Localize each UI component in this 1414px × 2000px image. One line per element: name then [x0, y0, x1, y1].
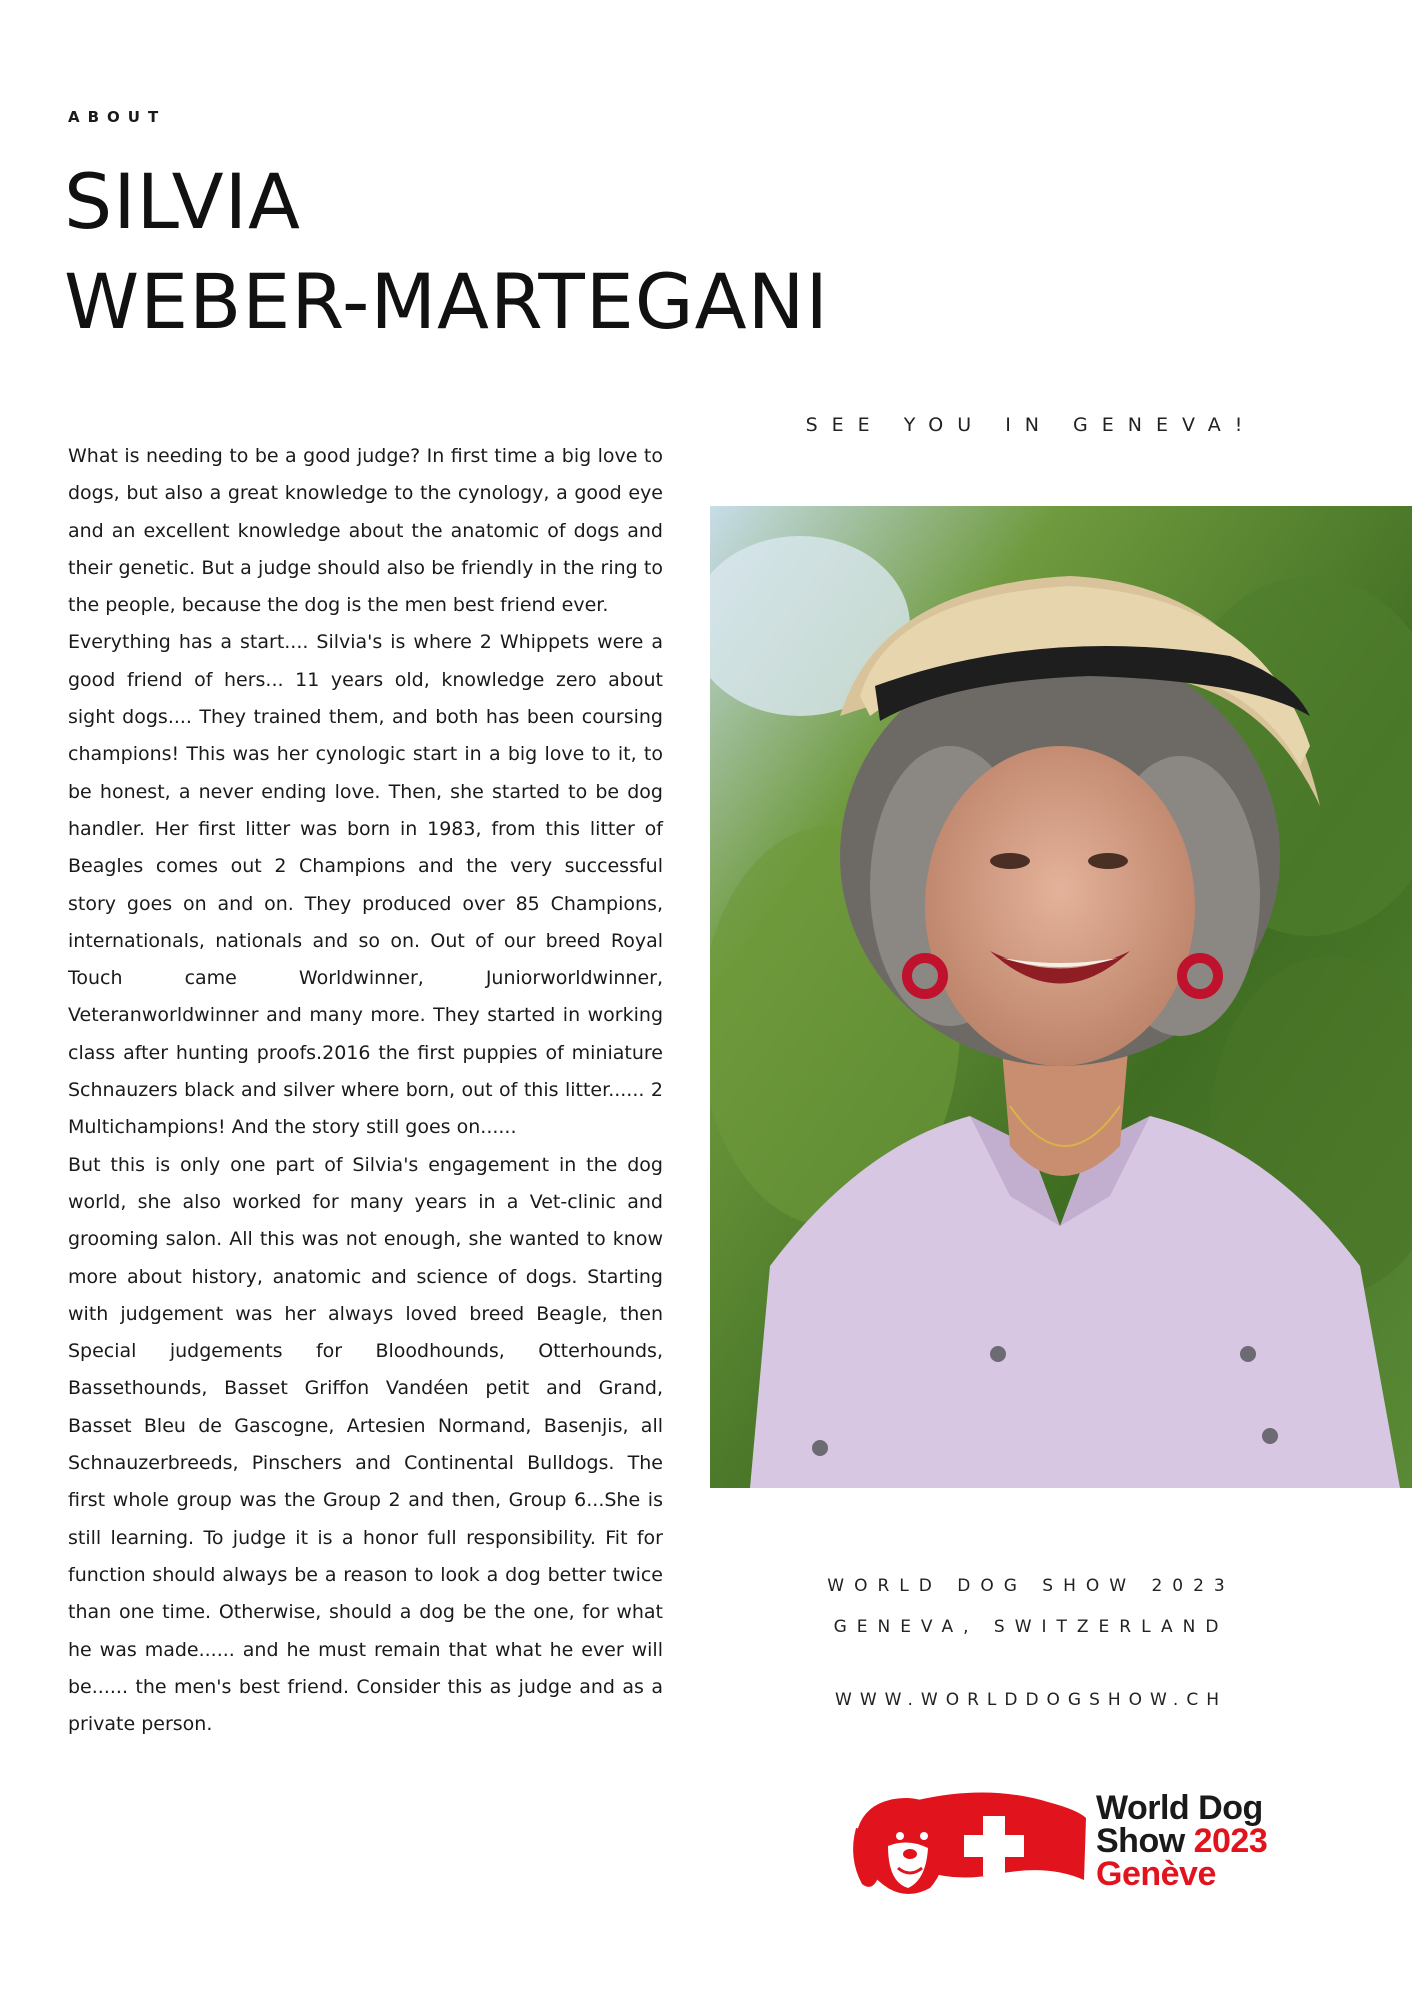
bio-paragraph-3: But this is only one part of Silvia's engagement in the dog world, she also worked for many years in a Vet-clinic and grooming salon. All this was not enough, she wanted to know more about history, anatomic and science of dogs. Starting with judgement was her always loved breed Beagle, then Special judgements for Bloodhounds, Otterhounds, Bassethounds, Basset Griffon Vandéen petit and Grand, Basset Bleu de Gascogne, Artesien Normand, Basenjis, all Schnauzerbreeds, Pinschers and Continental Bulldogs. The first whole group was the Group 2 and then, Group 6...She is still learning. To judge it is a honor full responsibility. Fit for function should always be a reason to look a dog better twice than one time. Otherwise, should a dog be the one, for what he was made...... and he must remain that what he ever will be...... the men's best friend. Consider this as judge and as a private person.	[68, 1153, 663, 1736]
tagline: SEE YOU IN GENEVA!	[805, 414, 1257, 436]
world-dog-show-logo	[848, 1788, 1288, 1898]
bio-paragraph-2: Everything has a start.... Silvia's is where 2 Whippets were a good friend of hers... 11 years old, knowledge zero about sight dogs.... They trained them, and both has been coursing champions! This was her cynologic start in a big love to it, to be honest, a never ending love. Then, she started to be dog handler. Her first litter was born in 1983, from this litter of Beagles comes out 2 Champions and the very successful story goes on and on. They produced over 85 Champions, internationals, nationals and so on. Out of our breed Royal Touch came Worldwinner, Juniorworldwinner, Veteranworldwinner and many more. They started in working class after hunting proofs.2016 the first puppies of miniature Schnauzers black and silver where born, out of this litter...... 2 Multichampions! And the story still goes on......	[68, 631, 663, 1139]
logo-wordmark	[1096, 1789, 1268, 1893]
event-name: WORLD DOG SHOW 2023	[827, 1576, 1235, 1596]
website-link[interactable]: WWW.WORLDDOGSHOW.CH	[835, 1690, 1227, 1710]
bio-paragraph-1: What is needing to be a good judge? In first time a big love to dogs, but also a great knowledge to the cynology, a good eye and an excellent knowledge about the anatomic of dogs and their genetic. But a judge should also be friendly in the ring to the people, because the dog is the men best friend ever.	[68, 445, 663, 617]
title-first-name: SILVIA	[64, 157, 302, 246]
title-last-name: WEBER-MARTEGANI	[64, 257, 829, 346]
dog-and-swiss-flag-icon	[848, 1788, 1088, 1898]
section-eyebrow: ABOUT	[68, 108, 167, 126]
logo-line-1: World Dog	[1096, 1789, 1263, 1827]
biography-text	[68, 438, 663, 1743]
page-title	[64, 152, 829, 352]
logo-line-3: Genève	[1096, 1855, 1216, 1893]
event-info	[706, 1566, 1356, 1648]
logo-line-2-year: 2023	[1193, 1822, 1268, 1860]
logo-line-2-show: Show	[1096, 1822, 1194, 1860]
judge-portrait-photo	[710, 506, 1412, 1488]
event-location: GENEVA, SWITZERLAND	[833, 1617, 1229, 1637]
